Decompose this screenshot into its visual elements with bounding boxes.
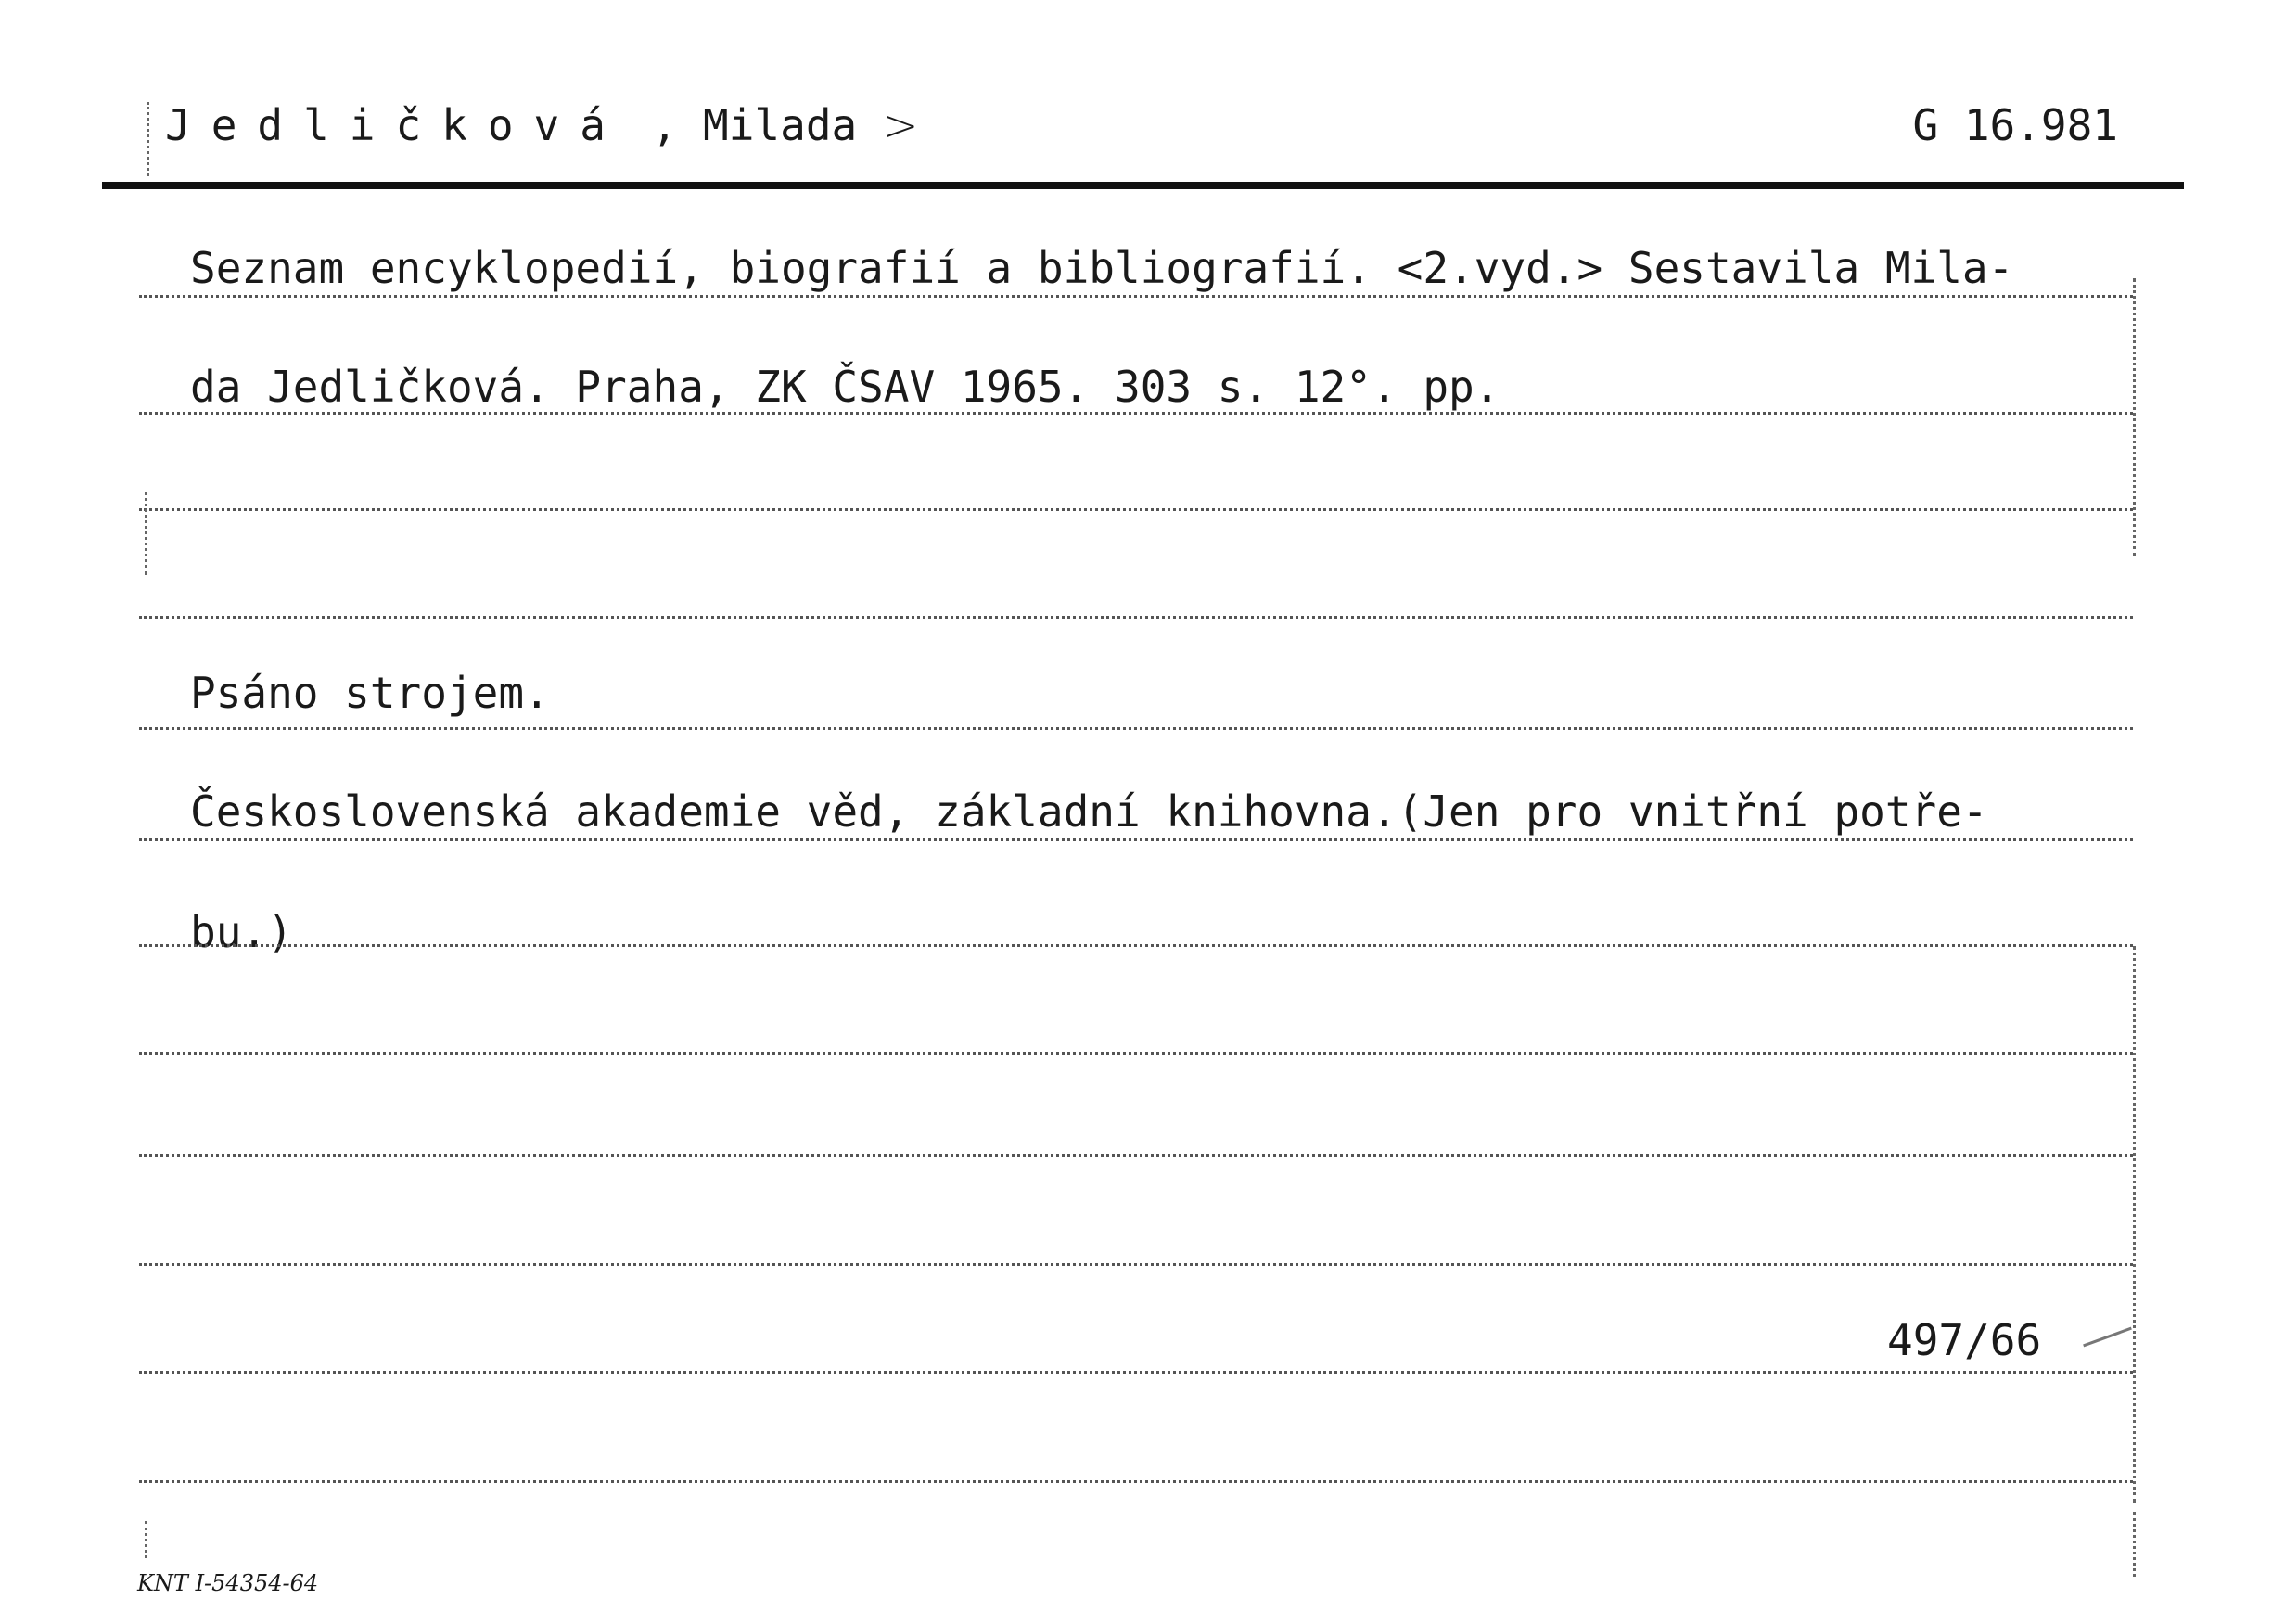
- author-separator: ,: [625, 100, 678, 150]
- margin-dots-left: [145, 492, 147, 575]
- accession-number: 497/66: [1887, 1315, 2042, 1365]
- ruled-line: [139, 616, 2133, 619]
- margin-dots-right: [2133, 1512, 2136, 1577]
- accession-tick-mark: [2083, 1327, 2132, 1348]
- heading-rule: [102, 182, 2184, 189]
- margin-dots-right: [2133, 278, 2136, 556]
- shelfmark: G 16.981: [1912, 100, 2118, 150]
- ruled-line: [139, 1480, 2133, 1483]
- margin-dots-left: [147, 102, 149, 176]
- ruled-line: [139, 838, 2133, 841]
- author-close-mark: >: [882, 100, 919, 150]
- author-given-name: Milada: [703, 100, 858, 150]
- ruled-line: [139, 295, 2133, 298]
- note-typescript: Psáno strojem.: [190, 668, 550, 718]
- author-surname: Jedličková: [165, 100, 626, 150]
- ruled-line: [139, 1263, 2133, 1266]
- margin-dots-right: [2133, 946, 2136, 1503]
- ruled-line: [139, 944, 2133, 947]
- body-line-1: Seznam encyklopedií, biografií a bibliografií. <2.vyd.> Sestavila Mila-: [190, 243, 2014, 293]
- ruled-line: [139, 1371, 2133, 1374]
- ruled-line: [139, 412, 2133, 415]
- note-issuer-line-1: Československá akademie věd, základní knihovna.(Jen pro vnitřní potře-: [190, 786, 1988, 837]
- author-heading: [165, 100, 918, 150]
- ruled-line: [139, 727, 2133, 730]
- ruled-line: [139, 508, 2133, 511]
- body-line-2: da Jedličková. Praha, ZK ČSAV 1965. 303 s. 12°. pp.: [190, 362, 1500, 412]
- margin-dots-left: [145, 1521, 147, 1558]
- note-issuer-line-2: bu.): [190, 907, 293, 957]
- ruled-line: [139, 1052, 2133, 1055]
- ruled-line: [139, 1154, 2133, 1157]
- printer-code: KNT I-54354-64: [137, 1570, 319, 1596]
